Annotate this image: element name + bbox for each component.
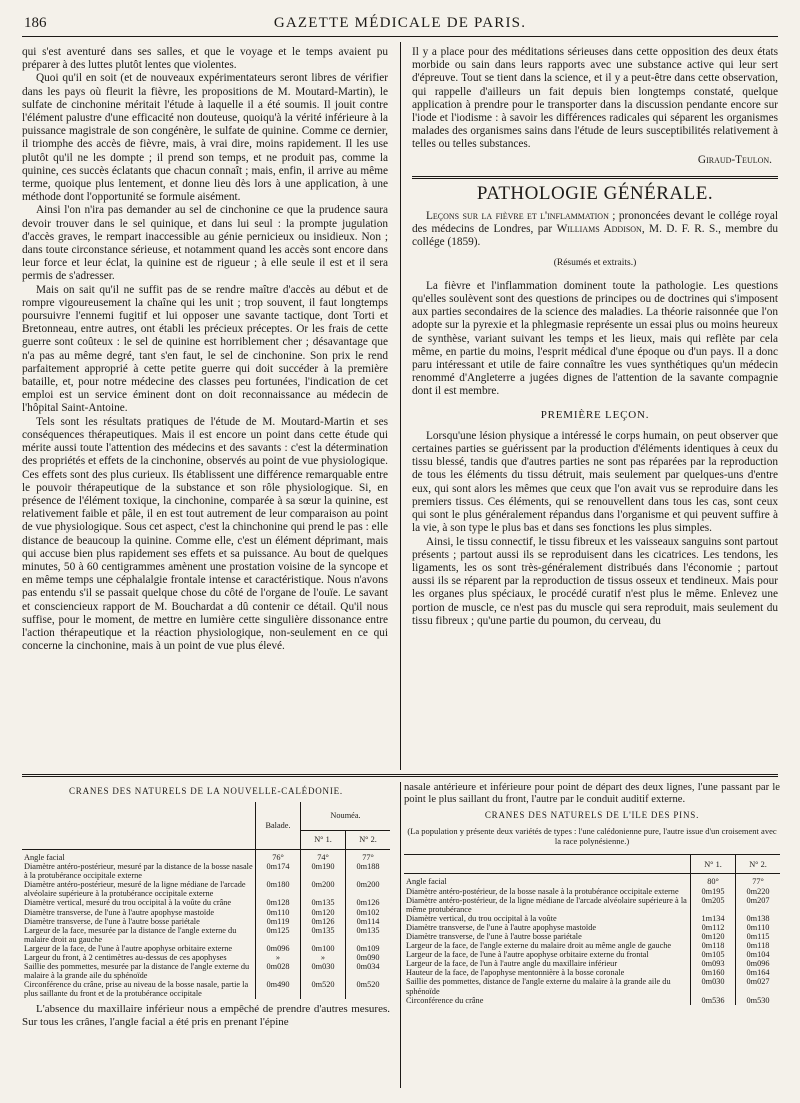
value-balade: 0m125 <box>256 926 301 944</box>
row-label: Saillie des pommettes, mesurée par la distance de l'angle externe du malaire à la grande aile du sphénoïde <box>24 962 250 981</box>
table-row <box>404 968 780 977</box>
value-n2: 0m034 <box>346 962 391 980</box>
paragraph: Il y a place pour des méditations sérieuses dans cette opposition des deux états morbide ou sain dans leurs rapports avec une substance active qui leur sert d'épreuve. Tout se tient dans la science, et il y a peut-être dans cette observation, qui rappelle d'ailleurs un fait depuis bien longtemps constaté, quelque application à prendre pour le transporter dans la discussion pendante encore sur l'iode et l'iodisme : à savoir les différences radicales qui séparent les organismes malades des organismes sains dans l'étude de leurs susceptibilités relativement à telles ou telles substances. <box>412 46 778 151</box>
value-n2: 0m164 <box>736 968 781 977</box>
table-row <box>22 962 390 980</box>
lecture-title-caps: Leçons sur la fièvre et l'inflammation <box>426 210 609 223</box>
row-label: Largeur de la face, de l'angle externe du malaire droit au même angle de gauche <box>406 941 672 951</box>
row-label: Diamètre transverse, de l'une à l'autre apophyse mastoïde <box>406 922 597 932</box>
table-subnote: (La population y présente deux variétés de types : l'une calédonienne pure, l'autre issue d'un croisement avec la race polynésienne.) <box>407 826 777 847</box>
table-footnote <box>22 1003 390 1029</box>
value-n2: 0m104 <box>736 950 781 959</box>
value-n2: 0m207 <box>736 896 781 914</box>
row-label: Diamètre vertical, mesuré du trou occipital à la voûte du crâne <box>24 898 232 908</box>
table-row <box>404 914 780 923</box>
lecture-title <box>412 210 778 250</box>
value-balade: 0m096 <box>256 944 301 953</box>
value-n1: 0m120 <box>691 932 736 941</box>
section-title: PATHOLOGIE GÉNÉRALE. <box>476 182 714 204</box>
value-n1: 0m536 <box>691 996 736 1005</box>
table-row <box>22 850 390 863</box>
value-n2: 77° <box>736 874 781 887</box>
intro-paragraph: La fièvre et l'inflammation dominent toute la pathologie. Les questions qu'elles soulèvent sont des questions de principes ou de doctrines qui s'imposent aux parties secondaires de la science des maladies. La théorie raisonnée que l'on adopte sur la pyrexie et la phlegmasie représente un essai plus ou moins heureux de synthèse, variant suivant les temps et les lieux, mais qui reflète par cela même, en partie du moins, l'esprit médical d'une époque ou d'un pays. Il a donc paru intéressant et utile de faire connaître les vues synthétiques qu'un médecin renommé d'Angleterre a jugées dignes de l'attention de la savante compagnie dont il est membre. <box>412 279 778 398</box>
row-label: Largeur de la face, de l'un à l'autre angle du maxillaire inférieur <box>406 959 618 969</box>
paragraph: Quoi qu'il en soit (et de nouveaux expérimentateurs seront libres de vérifier dans les pays où fleurit la fièvre, les propositions de M. Moutard-Martin), le sulfate de cinchonine méritait l'étude à laquelle il a été soumis. Il jouit contre l'élément palustre d'une efficacité non douteuse, quoiqu'à la vérité inférieure à la puissance magistrale de son congénère, le sulfate de quinine. Comme ce dernier, il triomphe des accès de fièvre, mais, à vrai dire, moins rapidement. Il les use plutôt qu'il ne les dompte ; il prend son temps, et ne produit pas, comme la quinine, ces succès éclatants que chacun connaît ; mais, enfin, il arrive au même terme, quoique plus lentement, et donne lieu dès lors à une application, à une méthode dont l'opportunité se formule aisément. <box>22 72 388 204</box>
table-row <box>22 917 390 926</box>
value-n1: 0m030 <box>301 962 346 980</box>
row-label: Diamètre transverse, de l'une à l'autre apophyse mastoïde <box>24 907 215 917</box>
table-row <box>22 908 390 917</box>
value-n1: 0m120 <box>301 908 346 917</box>
journal-title: GAZETTE MÉDICALE DE PARIS. <box>273 15 527 31</box>
table-row <box>22 898 390 907</box>
value-n1: 0m190 <box>301 862 346 880</box>
value-n1: 0m112 <box>691 923 736 932</box>
summary-note: (Résumés et extraits.) <box>553 257 637 268</box>
column-header-n1: N° 1. <box>691 855 736 874</box>
value-balade: 0m119 <box>256 917 301 926</box>
table-row <box>404 874 780 887</box>
paragraph: Lorsqu'une lésion physique a intéressé le corps humain, on peut observer que certaines parties se guérissent par la production d'éléments identiques à ceux du tissu blessé, tandis que d'autres parties ne sont pas réparées par la reproduction de tous les éléments du tissu détruit, mais seulement par quelques-uns d'entre eux, qui sont alors les mêmes que ceux que l'on avait vus se reproduire dans les premiers tissus. Ces éléments, qui se renouvellent dans tous les cas, sont ceux qui sont le plus généralement répandus dans l'organisme et qui peuvent suffire à la vie, à son type le plus bas et dans ses fonctions les plus simples. <box>412 429 778 535</box>
row-label: Hauteur de la face, de l'apophyse mentonnière à la bosse coronale <box>406 968 625 978</box>
paragraph: qui s'est aventuré dans ses salles, et que le voyage et le temps avaient pu préparer à des luttes plutôt lentes que violentes. <box>22 46 388 72</box>
column-header-n1: N° 1. <box>301 831 346 850</box>
page-header <box>22 12 778 37</box>
value-n2: 0m188 <box>346 862 391 880</box>
value-n1: 0m093 <box>691 959 736 968</box>
lecon-heading: PREMIÈRE LEÇON. <box>540 408 650 421</box>
table-label-header <box>404 855 691 874</box>
value-n1: 0m126 <box>301 917 346 926</box>
row-label: Largeur du front, à 2 centimètres au-dessus de ces apophyses <box>24 953 227 963</box>
table-row <box>22 926 390 944</box>
value-n2: 0m096 <box>736 959 781 968</box>
table-row <box>404 887 780 896</box>
value-n2: 0m110 <box>736 923 781 932</box>
value-n2: 0m102 <box>346 908 391 917</box>
value-n2: 77° <box>346 850 391 863</box>
column-divider <box>400 42 401 770</box>
author-signature: Giraud-Teulon. <box>697 153 772 166</box>
left-column <box>22 46 388 768</box>
value-n2: 0m118 <box>736 941 781 950</box>
paragraph: Mais on sait qu'il ne suffit pas de se rendre maître d'accès au début et de rompre vigoureusement la chaîne qui les unit ; trop souvent, il faut longtemps poursuivre l'ennemi fugitif et lui opposer une savante tactique, dont Torti et Bretonneau, entre autres, ont établi les précieux préceptes. Or les frais de cette guerre sont coûteux : le sel de quinine est horriblement cher ; désavantage que n'a pas au même degré, tant s'en faut, le sel de cinchonine. Son prix le rend parfaitement approprié à cette petite guerre qui doit succéder à la première bataille, et, pour notre médecine des classes peu fortunées, l'indication de cet emploi est un service éminent dont on doit reconnaissance au médecin de l'hôpital Saint-Antoine. <box>22 283 388 415</box>
table-row <box>404 896 780 914</box>
value-balade: 0m174 <box>256 862 301 880</box>
value-n2: 0m126 <box>346 898 391 907</box>
right-table-section <box>404 782 780 1094</box>
table-row <box>404 950 780 959</box>
value-n1: 0m135 <box>301 926 346 944</box>
row-label: Diamètre antéro-postérieur, de la bosse nasale à la protubérance occipitale externe <box>406 886 679 896</box>
table-row <box>22 862 390 880</box>
table-row <box>404 977 780 995</box>
row-label: Diamètre antéro-postérieur, mesuré par la distance de la bosse nasale à la protubérance occipitale externe <box>24 862 253 881</box>
row-label: Diamètre transverse, de l'une à l'autre bosse pariétale <box>406 931 582 941</box>
row-label: Saillie des pommettes, distance de l'angle externe du malaire à la grande aile du sphénoïde <box>406 977 671 996</box>
value-balade: 0m180 <box>256 880 301 898</box>
value-n1: 0m205 <box>691 896 736 914</box>
value-balade: 0m490 <box>256 980 301 998</box>
value-n2: 0m520 <box>346 980 391 998</box>
value-n2: 0m109 <box>346 944 391 953</box>
value-n2: 0m220 <box>736 887 781 896</box>
skull-measurements-table <box>404 854 780 1004</box>
paragraph: L'absence du maxillaire inférieur nous a empêché de prendre d'autres mesures. Sur tous les crânes, l'angle facial a été pris en prenant l'épine <box>22 1002 390 1028</box>
left-table-section <box>22 782 390 1094</box>
skull-measurements-table <box>22 802 390 999</box>
value-n2: 0m138 <box>736 914 781 923</box>
value-n1: 0m200 <box>301 880 346 898</box>
row-label: Circonférence du crâne <box>406 995 484 1005</box>
table-title: CRANES DES NATURELS DE L'ILE DES PINS. <box>484 810 700 821</box>
table-row <box>404 941 780 950</box>
value-n1: 0m100 <box>301 944 346 953</box>
value-n1: 0m105 <box>691 950 736 959</box>
value-balade: 0m128 <box>256 898 301 907</box>
column-divider <box>400 782 401 1088</box>
value-n2: 0m530 <box>736 996 781 1005</box>
paragraph: Tels sont les résultats pratiques de l'étude de M. Moutard-Martin et ses conséquences thérapeutiques. Mais il est encore un point dans cette étude qui mérite aussi toute l'attention des médecins et des savants : c'est la détermination des propriétés et effets de la cinchonine, observés au point de vue physiologique. Ces effets sont des plus curieux. Ils établissent une différence remarquable entre le pouvoir thérapeutique de la substance et son rôle physiologique. Si, en présence de l'élément toxique, la cinchonine, comparée à sa sœur la quinine, est relativement faible et pâle, il en est tout autrement de leur comparaison au point de vue physiologique. Sous cet aspect, c'est la chinchonine qui prend le pas : elle distance de beaucoup la quinine. Comme elle, c'est un élément déprimant, mais qui accuse bien plus rapidement ses effets et sa puissance. Au bout de quelques minutes, 50 à 60 centigrammes amènent une prostation voisine de la syncope et en même temps une céphalalgie frontale intense et caractéristique. Nous n'avons pas entendu s'il se passait quelque chose du côté de l'organe de l'ouïe. Le savant et consciencieux rapport de M. Bouchardat a dû contenir ce détail. Qu'il nous suffise, pour le moment, de mettre en lumière cette singulière dissonance entre l'action thérapeutique et la réaction physiologique, non-seulement en ce qui concerne la cinchonine, mais à un point de vue plus élevé. <box>22 415 388 653</box>
table-row <box>404 959 780 968</box>
lecture-author: Williams Addison <box>556 223 642 236</box>
value-n1: 0m160 <box>691 968 736 977</box>
lecture-title-rest: ; prononcées devant le collége royal des médecins de Londres, par <box>412 210 778 236</box>
value-balade: 0m028 <box>256 962 301 980</box>
lecture-title-tail: , M. D. F. R. S., membre du collége (1859). <box>412 223 778 249</box>
value-n1: 0m135 <box>301 898 346 907</box>
column-header-n2: N° 2. <box>346 831 391 850</box>
value-balade: 0m110 <box>256 908 301 917</box>
table-row <box>22 880 390 898</box>
row-label: Diamètre transverse, de l'une à l'autre bosse pariétale <box>24 916 200 926</box>
row-label: Diamètre vertical, du trou occipital à la voûte <box>406 913 557 923</box>
table-row <box>22 980 390 998</box>
row-label: Angle facial <box>404 874 691 887</box>
row-label: Diamètre antéro-postérieur, mesuré de la ligne médiane de l'arcade alvéolaire supérieure à la protubérance occipitale externe <box>24 880 246 899</box>
row-label: Largeur de la face, de l'une à l'autre apophyse orbitaire externe du frontal <box>406 950 649 960</box>
row-label: Diamètre antéro-postérieur, de la ligne médiane de l'arcade alvéolaire supérieure à la même protubérance <box>406 895 687 914</box>
value-balade: 76° <box>256 850 301 863</box>
value-n1: 1m134 <box>691 914 736 923</box>
table-row <box>404 923 780 932</box>
value-n2: 0m090 <box>346 953 391 962</box>
value-n2: 0m200 <box>346 880 391 898</box>
column-header-n2: N° 2. <box>736 855 781 874</box>
value-n1: 0m195 <box>691 887 736 896</box>
column-header-balade: Balade. <box>256 802 301 850</box>
value-n1: » <box>301 953 346 962</box>
row-label: Largeur de la face, mesurée par la distance de l'angle externe du malaire droit au gauche <box>24 925 237 944</box>
column-header-noumea: Nouméa. <box>301 802 391 831</box>
table-label-header <box>22 802 256 850</box>
row-label: Angle facial <box>22 850 256 863</box>
value-n2: 0m027 <box>736 977 781 995</box>
table-row <box>22 953 390 962</box>
value-balade: » <box>256 953 301 962</box>
value-n1: 80° <box>691 874 736 887</box>
value-n2: 0m115 <box>736 932 781 941</box>
table-title: CRANES DES NATURELS DE LA NOUVELLE-CALÉDONIE. <box>69 786 343 796</box>
value-n1: 0m030 <box>691 977 736 995</box>
table-row <box>404 996 780 1005</box>
horizontal-divider <box>22 774 778 777</box>
continuation-text: nasale antérieure et inférieure pour point de départ des deux lignes, l'une passant par le point le plus saillant du front, l'autre par le conduit auditif externe. <box>404 782 780 806</box>
value-n2: 0m135 <box>346 926 391 944</box>
section-divider <box>412 176 778 179</box>
right-column <box>412 46 778 768</box>
row-label: Largeur de la face, de l'une à l'autre apophyse orbitaire externe <box>24 943 233 953</box>
paragraph: Ainsi l'on n'ira pas demander au sel de cinchonine ce que la prudence saura devoir trouver dans le sel quinique, et dans lui seul : la prompte jugulation d'accès graves, le rempart inaccessible au génie pernicieux ou insidieux. Non ; dans toute circonstance sérieuse, et notamment quand les accès sont encore dans leur force et leur éclat, la quinine est de rigueur ; à elle seule il est et il sera permis de s'adresser. <box>22 204 388 283</box>
table-row <box>404 932 780 941</box>
value-n1: 74° <box>301 850 346 863</box>
paragraph: Ainsi, le tissu connectif, le tissu fibreux et les vaisseaux sanguins sont partout présents ; partout aussi ils se reproduisent dans les cicatrices. Les tendons, les ligaments, les os sont très-généralement distribués dans l'économie ; partout aussi ils se réparent par la reproduction de tissus osseux et tendineux. Mais pour les organes plus spéciaux, le procédé curatif n'est plus le même. Enlevez une portion de muscle, ce n'est pas du muscle qui sera reproduit, mais seulement du tissu fibreux ; qu'une partie du poumon, du cerveau, du <box>412 535 778 627</box>
row-label: Circonférence du crâne, prise au niveau de la bosse nasale, partie la plus saillante du front et de la protubérance occipitale <box>24 980 249 999</box>
value-n1: 0m520 <box>301 980 346 998</box>
value-n1: 0m118 <box>691 941 736 950</box>
value-n2: 0m114 <box>346 917 391 926</box>
page-number: 186 <box>24 15 47 31</box>
table-row <box>22 944 390 953</box>
